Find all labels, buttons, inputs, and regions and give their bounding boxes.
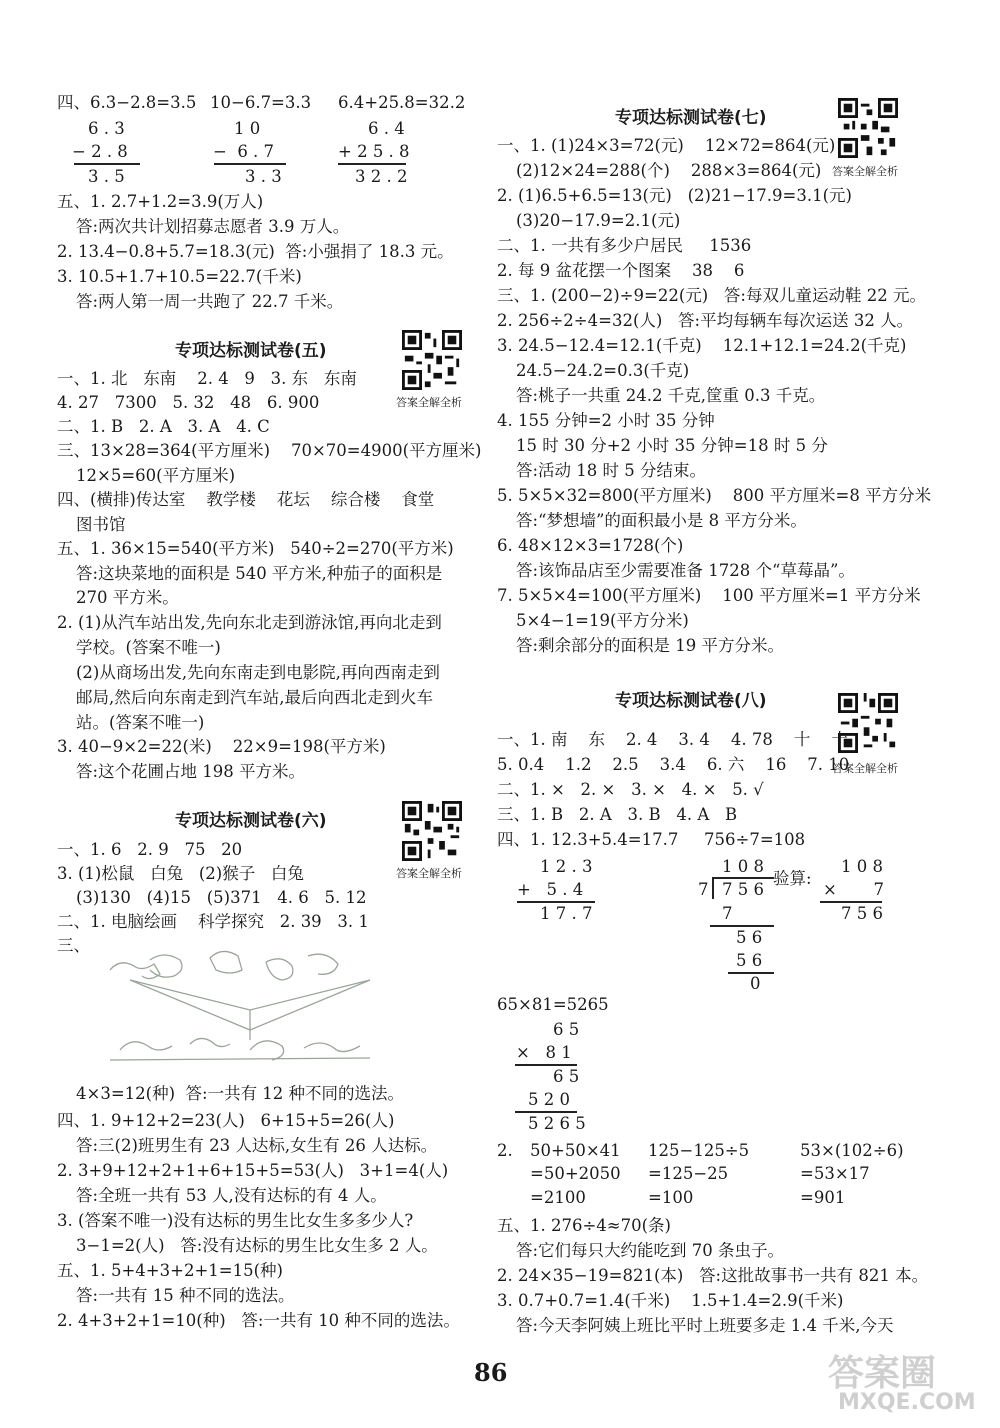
t6-line: 3. (答案不唯一)没有达标的男生比女生多多少人? bbox=[57, 1211, 414, 1230]
t5-line: 四、(横排)传达室 教学楼 花坛 综合楼 食堂 bbox=[57, 490, 435, 509]
vcalc2-rule bbox=[214, 163, 286, 165]
check-label: 验算: bbox=[773, 869, 812, 888]
sketch-drawing bbox=[90, 940, 390, 1080]
vcalc3-mid: + 2 5 . 8 bbox=[338, 142, 410, 161]
add-mid: + 5 . 4 bbox=[517, 880, 584, 899]
t8-line: 三、1. B 2. A 3. B 4. A B bbox=[497, 805, 738, 824]
qr-code-test6[interactable] bbox=[402, 801, 462, 861]
qr-caption: 答案全解全析 bbox=[832, 762, 898, 775]
mul-mid: × 8 1 bbox=[516, 1043, 572, 1062]
div-bar bbox=[712, 877, 774, 879]
two-col2: =125−25 bbox=[648, 1164, 729, 1183]
div-rem1: 5 6 bbox=[736, 928, 763, 947]
t5-line: 3. 40−9×2=22(米) 22×9=198(平方米) bbox=[57, 737, 386, 756]
div-sub1: 7 bbox=[722, 904, 733, 923]
r-five-line: 3. 0.7+0.7=1.4(千米) 1.5+1.4=2.9(千米) bbox=[497, 1291, 844, 1310]
r-five-line: 五、1. 276÷4≈70(条) bbox=[497, 1216, 671, 1235]
two-col1: 50+50×41 bbox=[530, 1141, 621, 1160]
left-four-head: 四、6.3−2.8=3.5 bbox=[57, 93, 197, 112]
t7-line: 6. 48×12×3=1728(个) bbox=[497, 536, 684, 555]
section-title-test5: 专项达标测试卷(五) bbox=[175, 341, 327, 361]
t7-line: 一、1. (1)24×3=72(元) 12×72=864(元) bbox=[497, 136, 836, 155]
mul-top: 6 5 bbox=[553, 1020, 580, 1039]
vcalc1-rule bbox=[74, 163, 140, 165]
qr-icon bbox=[402, 330, 462, 390]
t7-line: 15 时 30 分+2 小时 35 分钟=18 时 5 分 bbox=[516, 436, 828, 455]
div-quotient: 1 0 8 bbox=[722, 857, 764, 876]
t6-line: (3)130 (4)15 (5)371 4. 6 5. 12 bbox=[76, 888, 367, 907]
t7-line: 5. 5×5×32=800(平方厘米) 800 平方厘米=8 平方分米 bbox=[497, 486, 932, 505]
t7-line: 答:桃子一共重 24.2 千克,筐重 0.3 千克。 bbox=[516, 386, 826, 405]
vcalc1-mid: − 2 . 8 bbox=[72, 142, 128, 161]
qr-caption: 答案全解全析 bbox=[396, 867, 462, 880]
t8-line: 5. 0.4 1.2 2.5 3.4 6. 六 16 7. 10 bbox=[497, 755, 850, 774]
left-five-line: 3. 10.5+1.7+10.5=22.7(千米) bbox=[57, 267, 302, 286]
t8-line: 756÷7=108 bbox=[704, 830, 806, 849]
t5-line: 站。(答案不唯一) bbox=[76, 713, 205, 732]
left-five-line: 答:两人第一周一共跑了 22.7 千米。 bbox=[76, 292, 344, 311]
qr-code-test5[interactable] bbox=[402, 330, 462, 390]
left-five-line: 五、1. 2.7+1.2=3.9(万人) bbox=[57, 192, 264, 211]
add-rule bbox=[517, 901, 595, 903]
watermark-logo: 答案圈 bbox=[828, 1353, 937, 1394]
t6-line: 二、1. 电脑绘画 科学探究 2. 39 3. 1 bbox=[57, 912, 369, 931]
t6-line: 四、1. 9+12+2=23(人) 6+15+5=26(人) bbox=[57, 1111, 395, 1130]
left-five-line: 2. 13.4−0.8+5.7=18.3(元) 答:小强捐了 18.3 元。 bbox=[57, 242, 454, 261]
div-dividend: 7 5 6 bbox=[722, 880, 764, 899]
vcalc2-result: 3 . 3 bbox=[245, 167, 282, 186]
mul-part2: 5 2 0 bbox=[528, 1090, 570, 1109]
t5-line: 12×5=60(平方厘米) bbox=[76, 466, 236, 485]
t5-line: 图书馆 bbox=[76, 515, 126, 534]
qr-caption: 答案全解全析 bbox=[396, 396, 462, 409]
t5-line: 一、1. 北 东南 2. 4 9 3. 东 东南 bbox=[57, 369, 357, 388]
t6-line: 一、1. 6 2. 9 75 20 bbox=[57, 840, 243, 859]
t5-line: 邮局,然后向东南走到汽车站,最后向西北走到火车 bbox=[76, 688, 433, 707]
r-five-line: 答:它们每只大约能吃到 70 条虫子。 bbox=[516, 1241, 785, 1260]
t6-line: 3. (1)松鼠 白兔 (2)猴子 白兔 bbox=[57, 864, 304, 883]
t5-line: 二、1. B 2. A 3. A 4. C bbox=[57, 417, 270, 436]
t6-line: 3−1=2(人) 答:没有达标的男生比女生多 2 人。 bbox=[76, 1236, 438, 1255]
watermark-url: MXQE.COM bbox=[838, 1390, 976, 1415]
t6-line: 2. 3+9+12+2+1+6+15+5=53(人) 3+1=4(人) bbox=[57, 1161, 449, 1180]
div-divisor: 7 bbox=[698, 880, 709, 899]
qr-caption: 答案全解全析 bbox=[832, 165, 898, 178]
t7-line: (2)12×24=288(个) 288×3=864(元) bbox=[516, 161, 822, 180]
t7-line: 答:该饰品店至少需要准备 1728 个“草莓晶”。 bbox=[516, 561, 855, 580]
t5-line: 答:这块菜地的面积是 540 平方米,种茄子的面积是 bbox=[76, 564, 443, 583]
t5-line: 答:这个花圃占地 198 平方米。 bbox=[76, 762, 306, 781]
t6-line: 答:三(2)班男生有 23 人达标,女生有 26 人达标。 bbox=[76, 1136, 438, 1155]
mul-result: 5 2 6 5 bbox=[528, 1114, 586, 1133]
t7-line: 答:活动 18 时 5 分结束。 bbox=[516, 461, 707, 480]
check-result: 7 5 6 bbox=[841, 904, 883, 923]
div-rule1 bbox=[710, 925, 774, 927]
two-col1: =50+2050 bbox=[530, 1164, 621, 1183]
r-five-line: 答:今天李阿姨上班比平时上班要多走 1.4 千米,今天 bbox=[516, 1316, 894, 1335]
mul-part1: 6 5 bbox=[553, 1067, 580, 1086]
t6-line: 三、 bbox=[57, 936, 90, 955]
left-four-c: 6.4+25.8=32.2 bbox=[338, 93, 466, 112]
section-title-test7: 专项达标测试卷(七) bbox=[615, 108, 767, 128]
t7-line: (3)20−17.9=2.1(元) bbox=[516, 211, 681, 230]
two-label: 2. bbox=[497, 1141, 513, 1160]
t8-line: 二、1. × 2. × 3. × 4. × 5. √ bbox=[497, 780, 764, 799]
t5-line: 2. (1)从汽车站出发,先向东北走到游泳馆,再向北走到 bbox=[57, 613, 442, 632]
vcalc1-top: 6 . 3 bbox=[88, 119, 125, 138]
check-mid: × 7 bbox=[823, 880, 885, 899]
t7-line: 2. 256÷2÷4=32(人) 答:平均每辆车每次运送 32 人。 bbox=[497, 311, 914, 330]
t6-line: 答:一共有 15 种不同的选法。 bbox=[76, 1286, 295, 1305]
t5-line: 五、1. 36×15=540(平方米) 540÷2=270(平方米) bbox=[57, 539, 454, 558]
div-sub2: 5 6 bbox=[736, 951, 763, 970]
t6-line: 2. 4+3+2+1=10(种) 答:一共有 10 种不同的选法。 bbox=[57, 1311, 460, 1330]
r-five-line: 2. 24×35−19=821(本) 答:这批故事书一共有 821 本。 bbox=[497, 1266, 929, 1285]
section-title-test6: 专项达标测试卷(六) bbox=[175, 811, 327, 831]
t7-line: 24.5−24.2=0.3(千克) bbox=[516, 361, 690, 380]
t5-line: 三、13×28=364(平方厘米) 70×70=4900(平方厘米) bbox=[57, 441, 482, 460]
t7-line: 答:“梦想墙”的面积最小是 8 平方分米。 bbox=[516, 511, 807, 530]
div-bracket bbox=[712, 877, 714, 899]
qr-icon bbox=[838, 98, 898, 158]
add-top: 1 2 . 3 bbox=[540, 857, 593, 876]
qr-code-test7[interactable] bbox=[838, 98, 898, 158]
vcalc3-result: 3 2 . 2 bbox=[355, 167, 408, 186]
t5-line: (2)从商场出发,先向东南走到电影院,再向西南走到 bbox=[76, 663, 440, 682]
add-result: 1 7 . 7 bbox=[540, 904, 593, 923]
t6-line: 五、1. 5+4+3+2+1=15(种) bbox=[57, 1261, 283, 1280]
t7-line: 2. 每 9 盆花摆一个图案 38 6 bbox=[497, 261, 745, 280]
two-col3: 53×(102÷6) bbox=[800, 1141, 904, 1160]
page-number: 86 bbox=[474, 1358, 508, 1387]
two-col2: 125−125÷5 bbox=[648, 1141, 750, 1160]
section-title-test8: 专项达标测试卷(八) bbox=[615, 691, 767, 711]
t5-line: 4. 27 7300 5. 32 48 6. 900 bbox=[57, 393, 320, 412]
t5-line: 270 平方米。 bbox=[76, 588, 179, 607]
vcalc2-mid: − 6 . 7 bbox=[213, 142, 275, 161]
t7-line: 3. 24.5−12.4=12.1(千克) 12.1+12.1=24.2(千克) bbox=[497, 336, 907, 355]
mul-rule1 bbox=[515, 1064, 577, 1066]
two-col3: =901 bbox=[800, 1188, 846, 1207]
t7-line: 5×4−1=19(平方分米) bbox=[516, 611, 689, 630]
t7-line: 二、1. 一共有多少户居民 1536 bbox=[497, 236, 752, 255]
mul-rule2 bbox=[515, 1111, 577, 1113]
t8-line: 一、1. 南 东 2. 4 3. 4 4. 78 十 十 bbox=[497, 730, 848, 749]
t7-line: 7. 5×5×4=100(平方厘米) 100 平方厘米=1 平方分米 bbox=[497, 586, 921, 605]
check-top: 1 0 8 bbox=[841, 857, 883, 876]
two-col2: =100 bbox=[648, 1188, 694, 1207]
vcalc3-rule bbox=[338, 163, 406, 165]
t7-line: 三、1. (200−2)÷9=22(元) 答:每双儿童运动鞋 22 元。 bbox=[497, 286, 926, 305]
mul-head: 65×81=5265 bbox=[497, 995, 609, 1014]
t7-line: 答:剩余部分的面积是 19 平方分米。 bbox=[516, 636, 785, 655]
t8-line: 四、1. 12.3+5.4=17.7 bbox=[497, 830, 679, 849]
qr-icon bbox=[402, 801, 462, 861]
t7-line: 4. 155 分钟=2 小时 35 分钟 bbox=[497, 411, 715, 430]
two-col1: =2100 bbox=[530, 1188, 586, 1207]
t7-line: 2. (1)6.5+6.5=13(元) (2)21−17.9=3.1(元) bbox=[497, 186, 852, 205]
vcalc2-top: 1 0 bbox=[234, 119, 261, 138]
two-col3: =53×17 bbox=[800, 1164, 870, 1183]
left-four-b: 10−6.7=3.3 bbox=[210, 93, 312, 112]
vcalc3-top: 6 . 4 bbox=[368, 119, 405, 138]
left-five-line: 答:两次共计划招募志愿者 3.9 万人。 bbox=[76, 217, 350, 236]
t6-line: 4×3=12(种) 答:一共有 12 种不同的选法。 bbox=[76, 1084, 405, 1103]
t5-line: 学校。(答案不唯一) bbox=[76, 638, 221, 657]
vcalc1-result: 3 . 5 bbox=[88, 167, 125, 186]
t6-line: 答:全班一共有 53 人,没有达标的有 4 人。 bbox=[76, 1186, 387, 1205]
div-rem2: 0 bbox=[750, 974, 761, 993]
check-rule bbox=[820, 901, 882, 903]
